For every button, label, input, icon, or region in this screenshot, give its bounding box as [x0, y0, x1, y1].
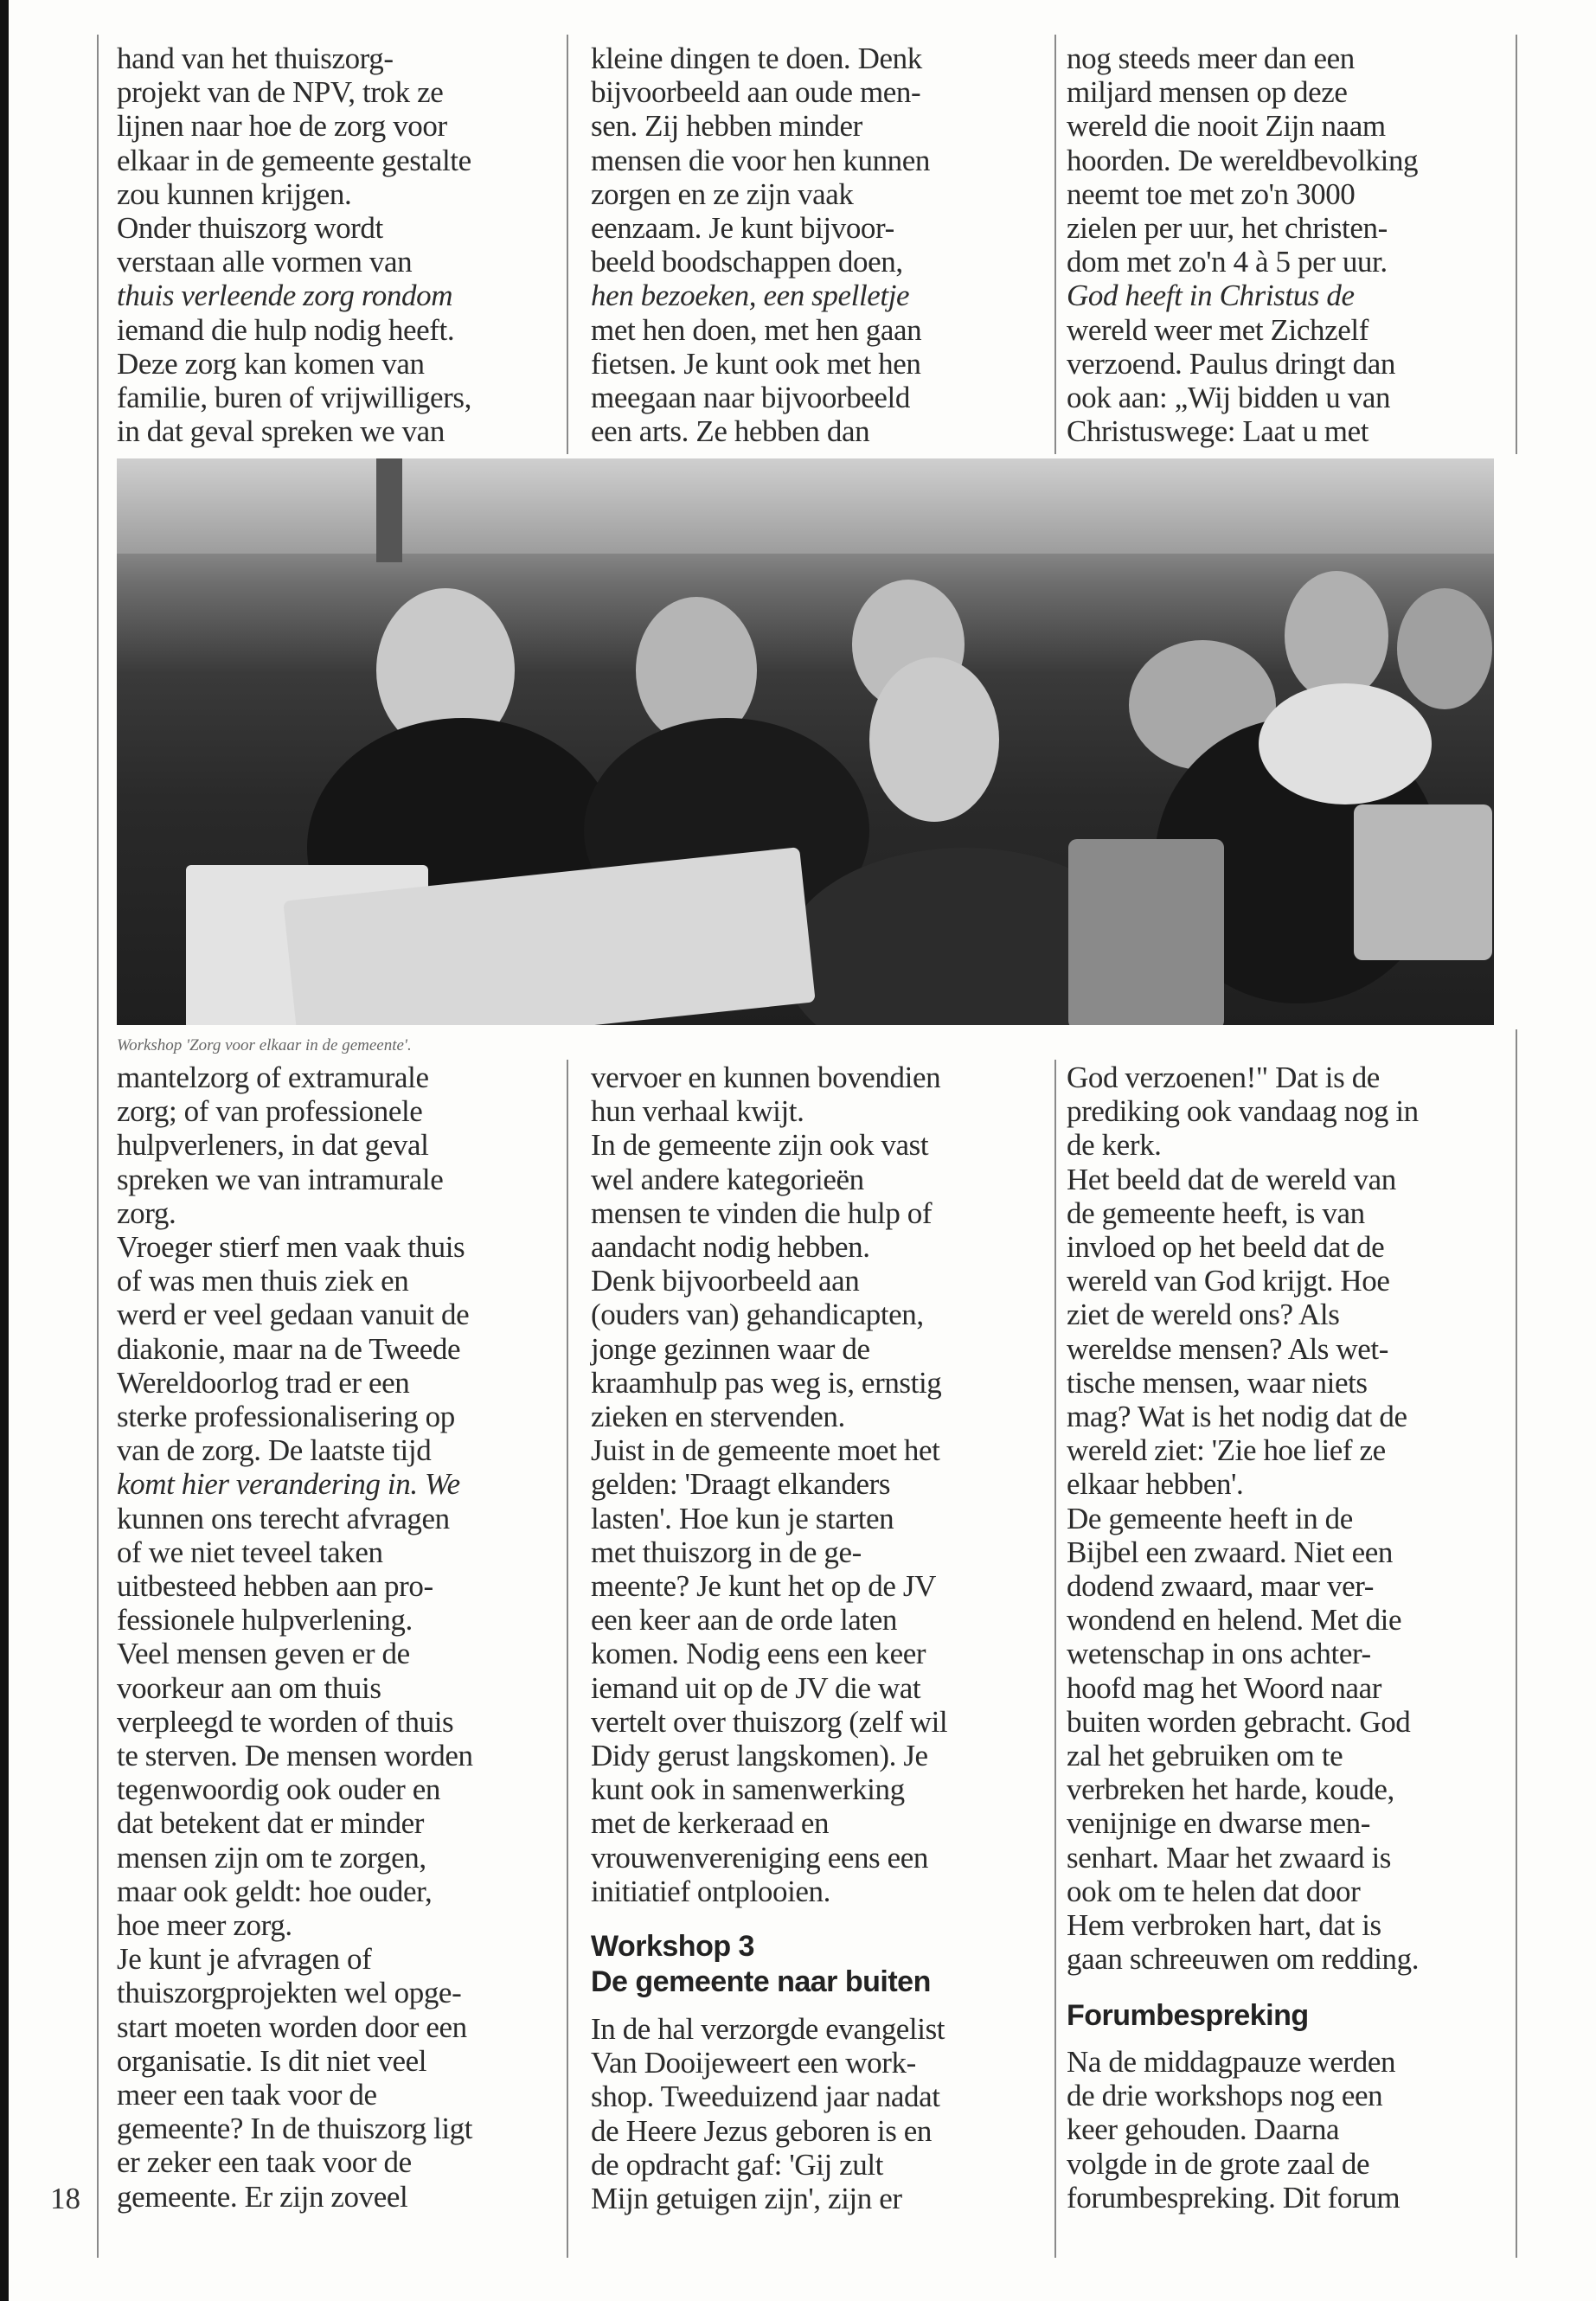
text-line: lasten'. Hoe kun je starten — [591, 1501, 894, 1535]
text-line: Onder thuiszorg wordt — [117, 211, 383, 245]
text-line: aandacht nodig hebben. — [591, 1230, 870, 1264]
text-line: sen. Zij hebben minder — [591, 109, 862, 144]
text-line: in dat geval spreken we van — [117, 414, 445, 449]
text-line: van de zorg. De laatste tijd — [117, 1433, 432, 1468]
text-line: komt hier verandering in. We — [117, 1467, 460, 1502]
text-line: initiatief ontplooien. — [591, 1874, 830, 1908]
text-line: een keer aan de orde laten — [591, 1603, 897, 1638]
text-line: Deze zorg kan komen van — [117, 346, 425, 381]
text-line: tegenwoordig ook ouder en — [117, 1772, 440, 1807]
text-line: organisatie. Is dit niet veel — [117, 2043, 427, 2078]
text-line: met hen doen, met hen gaan — [591, 312, 922, 347]
text-line: een arts. Ze hebben dan — [591, 414, 870, 449]
text-line: wereld van God krijgt. Hoe — [1067, 1264, 1390, 1298]
text-line: Bijbel een zwaard. Niet een — [1067, 1535, 1393, 1569]
text-line: keer gehouden. Daarna — [1067, 2112, 1340, 2147]
text-line: met thuiszorg in de ge- — [591, 1535, 862, 1569]
text-line: miljard mensen op deze — [1067, 75, 1348, 110]
text-line: dat betekent dat er minder — [117, 1806, 424, 1841]
text-line: mensen te vinden die hulp of — [591, 1195, 933, 1230]
section-heading: De gemeente naar buiten — [591, 1965, 931, 1998]
text-line: uitbesteed hebben aan pro- — [117, 1569, 433, 1603]
text-line: voorkeur aan om thuis — [117, 1670, 381, 1705]
text-line: met de kerkeraad en — [591, 1806, 830, 1841]
text-line: hoorden. De wereldbevolking — [1067, 143, 1419, 177]
text-line: kunt ook in samenwerking — [591, 1772, 905, 1807]
text-line: wereldse mensen? Als wet- — [1067, 1331, 1388, 1366]
text-line: venijnige en dwarse men- — [1067, 1806, 1370, 1841]
text-line: wetenschap in ons achter- — [1067, 1637, 1371, 1671]
text-line: In de gemeente zijn ook vast — [591, 1128, 929, 1163]
text-line: wereld ziet: 'Zie hoe lief ze — [1067, 1433, 1386, 1468]
text-line: hoe meer zorg. — [117, 1908, 292, 1942]
text-line: Wereldoorlog trad er een — [117, 1365, 410, 1400]
text-line: De gemeente heeft in de — [1067, 1501, 1353, 1535]
text-line: Van Dooijeweert een work- — [591, 2046, 916, 2080]
text-line: buiten worden gebracht. God — [1067, 1704, 1411, 1739]
text-line: (ouders van) gehandicapten, — [591, 1298, 924, 1332]
text-line: elkaar hebben'. — [1067, 1467, 1244, 1502]
text-line: meegaan naar bijvoorbeeld — [591, 381, 910, 414]
text-line: de gemeente heeft, is van — [1067, 1195, 1365, 1230]
text-line: wereld weer met Zichzelf — [1067, 312, 1368, 347]
text-line: vertelt over thuiszorg (zelf wil — [591, 1704, 948, 1739]
column-rule — [1054, 1060, 1056, 2258]
text-line: mantelzorg of extramurale — [117, 1061, 429, 1094]
column-rule — [567, 35, 568, 454]
page-edge — [0, 0, 9, 2301]
text-line: Juist in de gemeente moet het — [591, 1433, 940, 1468]
text-line: gemeente? In de thuiszorg ligt — [117, 2112, 473, 2146]
photo-caption: Workshop 'Zorg voor elkaar in de gemeente'. — [117, 1036, 412, 1054]
text-line: prediking ook vandaag nog in — [1067, 1094, 1419, 1129]
text-line: neemt toe met zo'n 3000 — [1067, 176, 1356, 211]
text-line: kraamhulp pas weg is, ernstig — [591, 1365, 942, 1400]
column-rule — [1516, 1029, 1517, 2258]
text-line: Vroeger stierf men vaak thuis — [117, 1230, 465, 1264]
page-number: 18 — [50, 2182, 80, 2215]
text-line: gaan schreeuwen om redding. — [1067, 1942, 1420, 1977]
text-line: Na de middagpauze werden — [1067, 2045, 1396, 2079]
text-line: verpleegd te worden of thuis — [117, 1704, 454, 1739]
text-line: Je kunt je afvragen of — [117, 1942, 372, 1977]
text-line: vervoer en kunnen bovendien — [591, 1061, 941, 1094]
text-line: Hem verbroken hart, dat is — [1067, 1908, 1381, 1942]
text-line: wel andere kategorieën — [591, 1162, 864, 1196]
text-line: verbreken het harde, koude, — [1067, 1772, 1394, 1807]
text-line: hun verhaal kwijt. — [591, 1094, 804, 1129]
text-line: senhart. Maar het zwaard is — [1067, 1840, 1392, 1875]
text-line: familie, buren of vrijwilligers, — [117, 381, 472, 414]
text-line: projekt van de NPV, trok ze — [117, 75, 444, 110]
text-line: dodend zwaard, maar ver- — [1067, 1569, 1375, 1603]
text-line: hoofd mag het Woord naar — [1067, 1670, 1382, 1705]
text-line: nog steeds meer dan een — [1067, 42, 1355, 75]
text-line: elkaar in de gemeente gestalte — [117, 143, 471, 177]
text-line: iemand uit op de JV die wat — [591, 1670, 921, 1705]
text-line: kunnen ons terecht afvragen — [117, 1501, 450, 1535]
text-line: wereld die nooit Zijn naam — [1067, 109, 1386, 144]
column-rule — [567, 1060, 568, 2258]
text-line: ziet de wereld ons? Als — [1067, 1298, 1340, 1332]
text-line: verzoend. Paulus dringt dan — [1067, 346, 1395, 381]
text-line: of was men thuis ziek en — [117, 1264, 409, 1298]
text-line: thuis verleende zorg rondom — [117, 279, 453, 313]
text-line: eenzaam. Je kunt bijvoor- — [591, 211, 894, 245]
text-line: thuiszorgprojekten wel opge- — [117, 1976, 462, 2010]
text-line: te sterven. De mensen worden — [117, 1739, 473, 1772]
text-line: zielen per uur, het christen- — [1067, 211, 1388, 245]
text-line: gelden: 'Draagt elkanders — [591, 1467, 891, 1502]
text-line: of we niet teveel taken — [117, 1535, 383, 1569]
text-line: mag? Wat is het nodig dat de — [1067, 1400, 1407, 1433]
text-line: zou kunnen krijgen. — [117, 176, 352, 211]
text-line: iemand die hulp nodig heeft. — [117, 312, 455, 347]
text-line: wondend en helend. Met die — [1067, 1603, 1402, 1638]
text-line: meente? Je kunt het op de JV — [591, 1569, 936, 1603]
text-line: meer een taak voor de — [117, 2078, 377, 2112]
text-line: tische mensen, waar niets — [1067, 1365, 1368, 1400]
column-rule — [97, 35, 99, 2258]
text-line: ook aan: „Wij bidden u van — [1067, 381, 1391, 414]
text-line: spreken we van intramurale — [117, 1162, 444, 1196]
text-line: zorgen en ze zijn vaak — [591, 176, 854, 211]
text-line: Mijn getuigen zijn', zijn er — [591, 2182, 902, 2215]
section-heading: Workshop 3 — [591, 1930, 754, 1963]
text-line: zieken en stervenden. — [591, 1400, 845, 1433]
text-line: de opdracht gaf: 'Gij zult — [591, 2147, 884, 2182]
section-heading: Forumbespreking — [1067, 1999, 1309, 2032]
text-line: mensen zijn om te zorgen, — [117, 1840, 426, 1875]
text-line: kleine dingen te doen. Denk — [591, 42, 922, 75]
workshop-photo — [117, 458, 1494, 1025]
text-line: hen bezoeken, een spelletje — [591, 279, 910, 313]
text-line: de Heere Jezus geboren is en — [591, 2113, 933, 2148]
text-line: sterke professionalisering op — [117, 1400, 455, 1433]
text-line: komen. Nodig eens een keer — [591, 1637, 926, 1671]
text-line: fietsen. Je kunt ook met hen — [591, 346, 921, 381]
text-line: werd er veel gedaan vanuit de — [117, 1298, 470, 1332]
text-line: dom met zo'n 4 à 5 per uur. — [1067, 245, 1388, 279]
text-line: beeld boodschappen doen, — [591, 245, 903, 279]
text-line: Veel mensen geven er de — [117, 1637, 410, 1671]
text-line: Denk bijvoorbeeld aan — [591, 1264, 860, 1298]
text-line: invloed op het beeld dat de — [1067, 1230, 1385, 1264]
text-line: diakonie, maar na de Tweede — [117, 1331, 461, 1366]
text-line: maar ook geldt: hoe ouder, — [117, 1874, 433, 1908]
text-line: Didy gerust langskomen). Je — [591, 1739, 928, 1772]
text-line: God heeft in Christus de — [1067, 279, 1355, 313]
column-rule — [1054, 35, 1056, 454]
text-line: de kerk. — [1067, 1128, 1162, 1163]
text-line: zal het gebruiken om te — [1067, 1739, 1343, 1772]
text-line: God verzoenen!" Dat is de — [1067, 1061, 1380, 1094]
text-line: gemeente. Er zijn zoveel — [117, 2179, 408, 2214]
text-line: de drie workshops nog een — [1067, 2079, 1383, 2113]
text-line: forumbespreking. Dit forum — [1067, 2180, 1401, 2214]
text-line: start moeten worden door een — [117, 2009, 467, 2044]
text-line: zorg; of van professionele — [117, 1094, 423, 1129]
text-line: Het beeld dat de wereld van — [1067, 1162, 1396, 1196]
text-line: volgde in de grote zaal de — [1067, 2146, 1370, 2181]
text-line: In de hal verzorgde evangelist — [591, 2012, 945, 2046]
text-line: shop. Tweeduizend jaar nadat — [591, 2080, 940, 2114]
text-line: hand van het thuiszorg- — [117, 42, 394, 75]
text-line: lijnen naar hoe de zorg voor — [117, 109, 447, 144]
text-line: mensen die voor hen kunnen — [591, 143, 930, 177]
text-line: verstaan alle vormen van — [117, 245, 413, 279]
column-rule — [1516, 35, 1517, 454]
text-line: fessionele hulpverlening. — [117, 1603, 413, 1638]
text-line: vrouwenvereniging eens een — [591, 1840, 928, 1875]
text-line: hulpverleners, in dat geval — [117, 1128, 429, 1163]
text-line: bijvoorbeeld aan oude men- — [591, 75, 921, 110]
text-line: er zeker een taak voor de — [117, 2145, 412, 2180]
text-line: Christuswege: Laat u met — [1067, 414, 1369, 449]
text-line: ook om te helen dat door — [1067, 1874, 1361, 1908]
text-line: zorg. — [117, 1195, 176, 1230]
text-line: jonge gezinnen waar de — [591, 1331, 870, 1366]
